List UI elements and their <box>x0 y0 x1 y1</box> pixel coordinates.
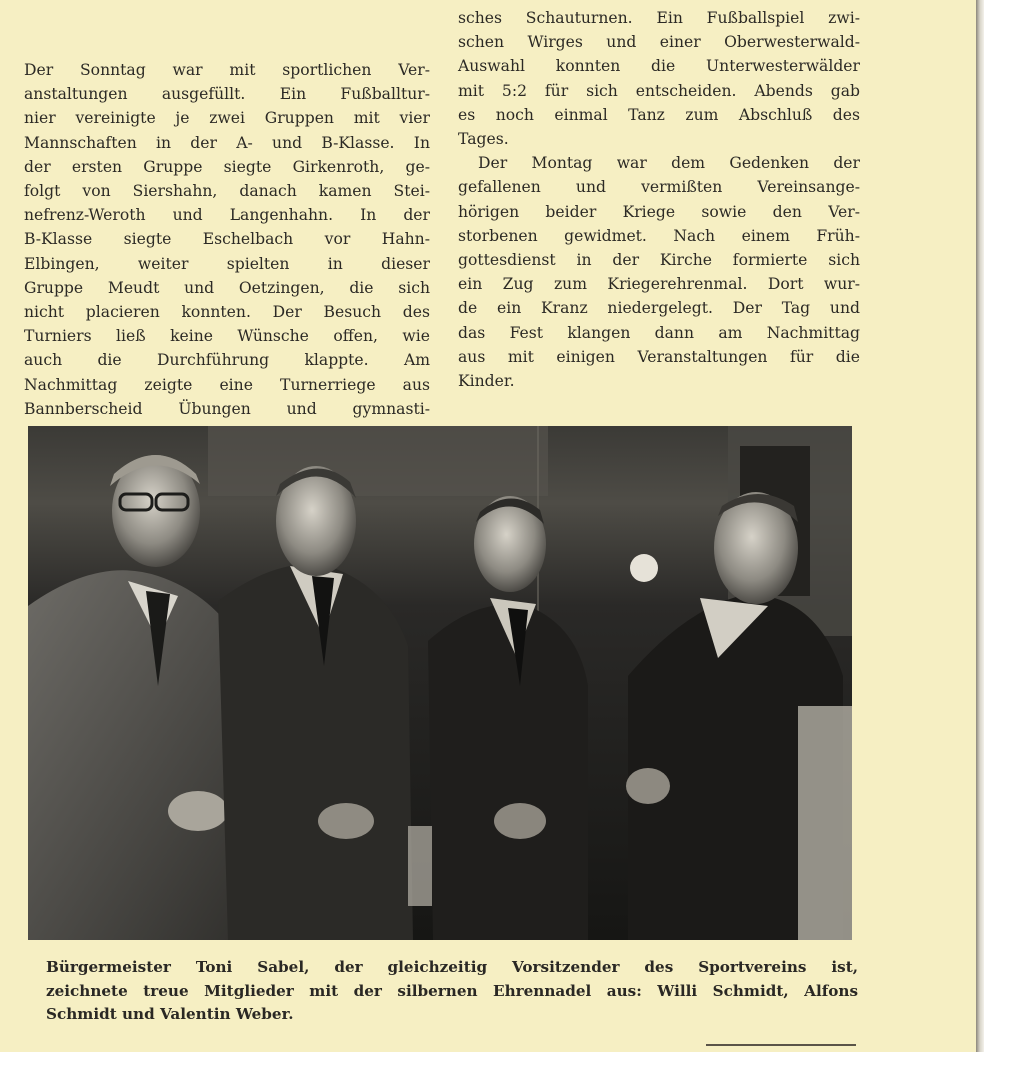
text-line: gottesdienst in der Kirche formierte sich <box>458 251 860 270</box>
text-line: ein Zug zum Kriegerehrenmal. Dort wur- <box>458 275 860 294</box>
text-line: Mannschaften in der A- und B-Klasse. In <box>24 133 430 152</box>
text-line: folgt von Siershahn, danach kamen Stei- <box>24 182 430 201</box>
caption-line: Bürgermeister Toni Sabel, der gleichzeitig Vorsitzender des Sportvereins ist, <box>46 958 858 976</box>
caption-line: zeichnete treue Mitglieder mit der silbernen Ehrennadel aus: Willi Schmidt, Alfons <box>46 981 858 1000</box>
article-column-right <box>458 6 860 393</box>
text-line: Tages. <box>458 130 509 149</box>
text-line: nicht placieren konnten. Der Besuch des <box>24 303 430 322</box>
text-line: Turniers ließ keine Wünsche offen, wie <box>24 327 430 346</box>
text-line: nefrenz-Weroth und Langenhahn. In der <box>24 206 430 225</box>
news-photo <box>28 426 852 940</box>
article-column-left <box>24 58 430 421</box>
text-line: nier vereinigte je zwei Gruppen mit vier <box>24 109 430 128</box>
text-line: Bannberscheid Übungen und gymnasti- <box>24 399 430 418</box>
text-line: hörigen beider Kriege sowie den Ver- <box>458 202 860 221</box>
text-line: Auswahl konnten die Unterwesterwälder <box>458 57 860 76</box>
text-line: Elbingen, weiter spielten in dieser <box>24 254 430 273</box>
text-line: schen Wirges und einer Oberwesterwald- <box>458 33 860 52</box>
photo-caption <box>46 956 858 1027</box>
text-line: aus mit einigen Veranstaltungen für die <box>458 347 860 366</box>
text-line: anstaltungen ausgefüllt. Ein Fußballtur- <box>24 85 430 104</box>
text-line: sches Schauturnen. Ein Fußballspiel zwi- <box>458 9 860 27</box>
text-line: B-Klasse siegte Eschelbach vor Hahn- <box>24 230 430 249</box>
caption-line: Schmidt und Valentin Weber. <box>46 1005 294 1024</box>
column-rule <box>706 1044 856 1046</box>
text-line: gefallenen und vermißten Vereinsange- <box>458 178 860 197</box>
text-line: Der Montag war dem Gedenken der <box>478 154 860 173</box>
text-line: das Fest klangen dann am Nachmittag <box>458 323 860 342</box>
text-line: es noch einmal Tanz zum Abschluß des <box>458 105 860 124</box>
text-line: storbenen gewidmet. Nach einem Früh- <box>458 226 860 245</box>
text-line: Gruppe Meudt und Oetzingen, die sich <box>24 278 430 297</box>
text-line: Nachmittag zeigte eine Turnerriege aus <box>24 375 430 394</box>
paper-edge <box>976 0 984 1052</box>
text-line: der ersten Gruppe siegte Girkenroth, ge- <box>24 157 430 176</box>
text-line: mit 5:2 für sich entscheiden. Abends gab <box>458 81 860 100</box>
text-line: Kinder. <box>458 372 515 391</box>
text-line: de ein Kranz niedergelegt. Der Tag und <box>458 299 860 318</box>
text-line: Der Sonntag war mit sportlichen Ver- <box>24 61 430 79</box>
text-line: auch die Durchführung klappte. Am <box>24 351 430 370</box>
